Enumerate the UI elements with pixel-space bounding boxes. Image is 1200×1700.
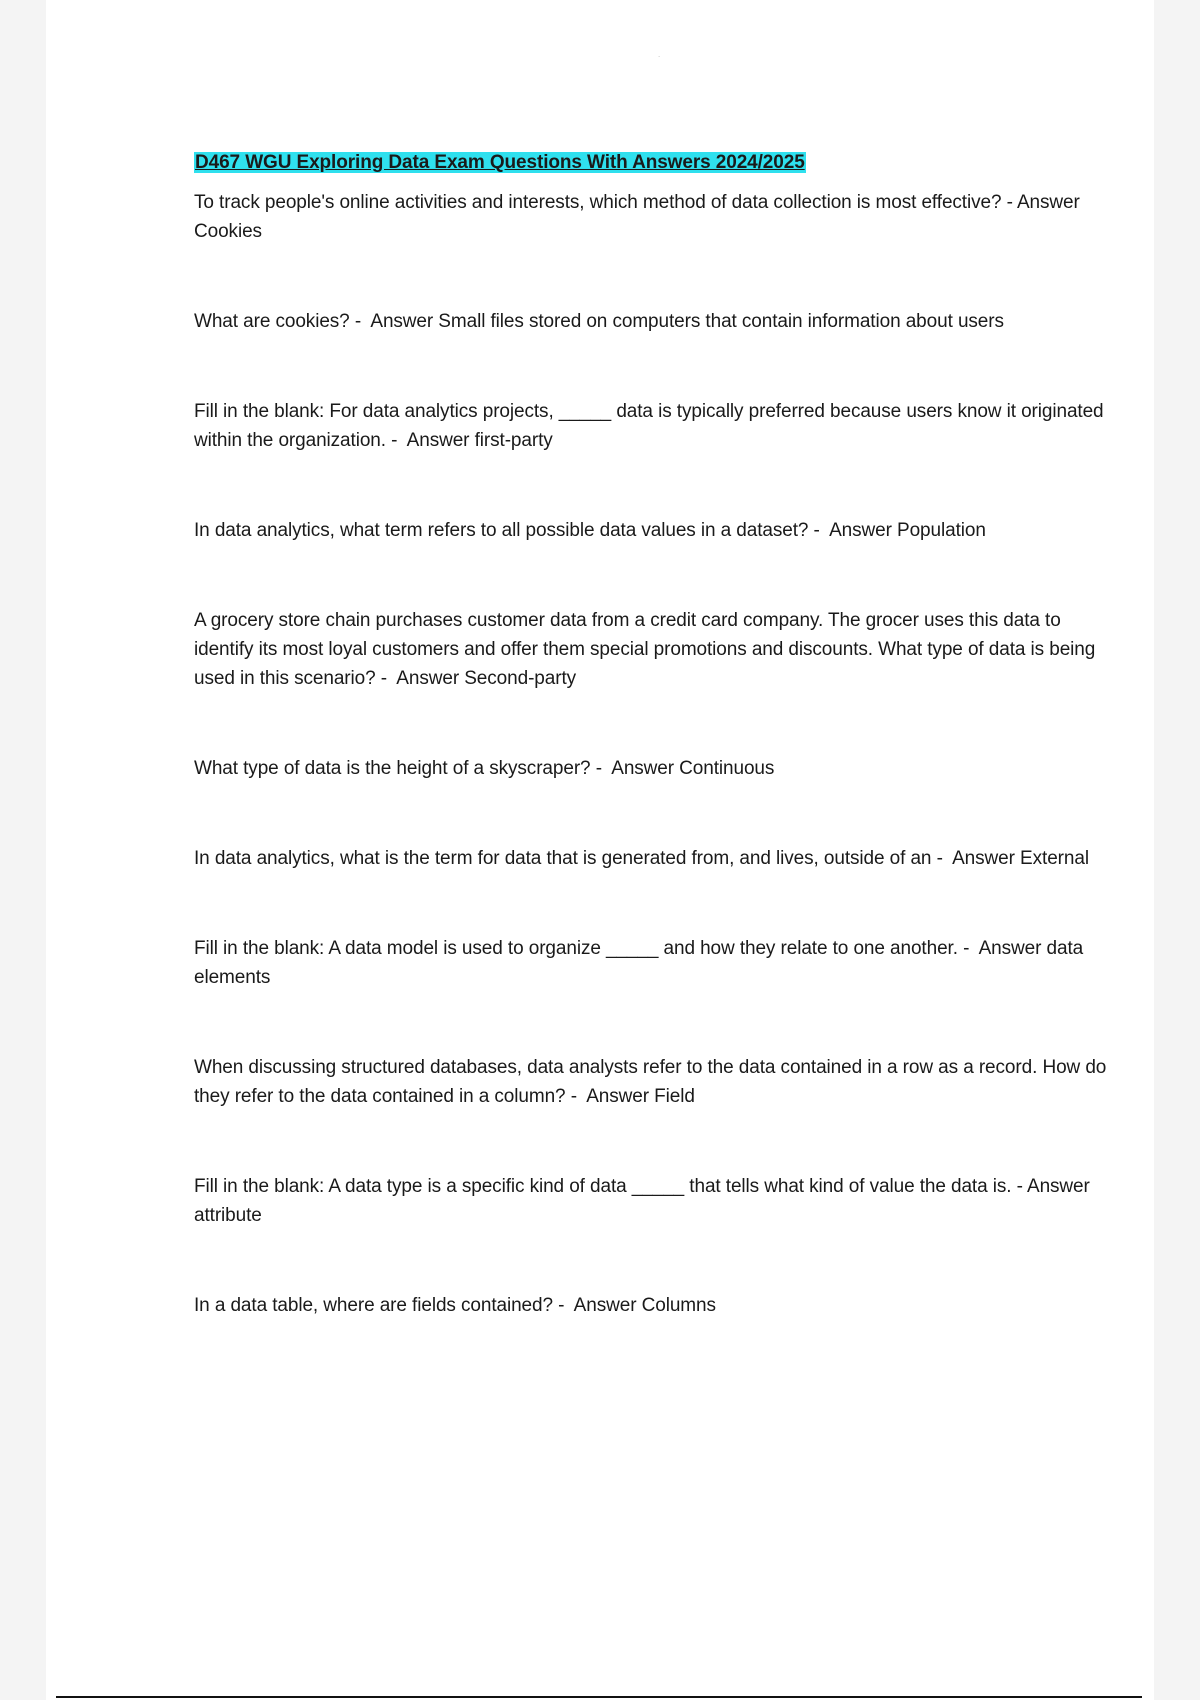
qa-item-10: Fill in the blank: A data type is a specific kind of data _____ that tells what kind of value the data is. - Answer attribute: [194, 1176, 1095, 1226]
qa-item-4: In data analytics, what term refers to all possible data values in a dataset? - Answer Population: [194, 520, 986, 541]
qa-item-7: In data analytics, what is the term for data that is generated from, and lives, outside of an - Answer External: [194, 848, 1089, 869]
document-page: [46, 0, 1154, 1700]
document-body: [194, 150, 1124, 1320]
qa-item-6: What type of data is the height of a skyscraper? - Answer Continuous: [194, 758, 775, 779]
page-bottom-rule: [56, 1696, 1142, 1698]
qa-item-3: Fill in the blank: For data analytics projects, _____ data is typically preferred because users know it originated within the organization. - Answer first-party: [194, 401, 1109, 451]
document-title: [194, 150, 1124, 176]
qa-item-9: When discussing structured databases, data analysts refer to the data contained in a row as a record. How do they refer to the data contained in a column? - Answer Field: [194, 1057, 1112, 1107]
qa-item-1: To track people's online activities and interests, which method of data collection is most effective? - Answer Cookies: [194, 192, 1085, 242]
qa-item-11: In a data table, where are fields contained? - Answer Columns: [194, 1295, 716, 1316]
qa-item-2: What are cookies? - Answer Small files stored on computers that contain information about users: [194, 311, 1004, 332]
document-title-text: D467 WGU Exploring Data Exam Questions With Answers 2024/2025: [195, 152, 805, 173]
qa-item-5: A grocery store chain purchases customer data from a credit card company. The grocer uses this data to identify its most loyal customers and offer them special promotions and discounts. What type of data is being used in this scenario? - Answer Second-party: [194, 610, 1101, 689]
top-mark: .: [658, 50, 661, 59]
qa-item-8: Fill in the blank: A data model is used to organize _____ and how they relate to one another. - Answer data elements: [194, 938, 1089, 988]
